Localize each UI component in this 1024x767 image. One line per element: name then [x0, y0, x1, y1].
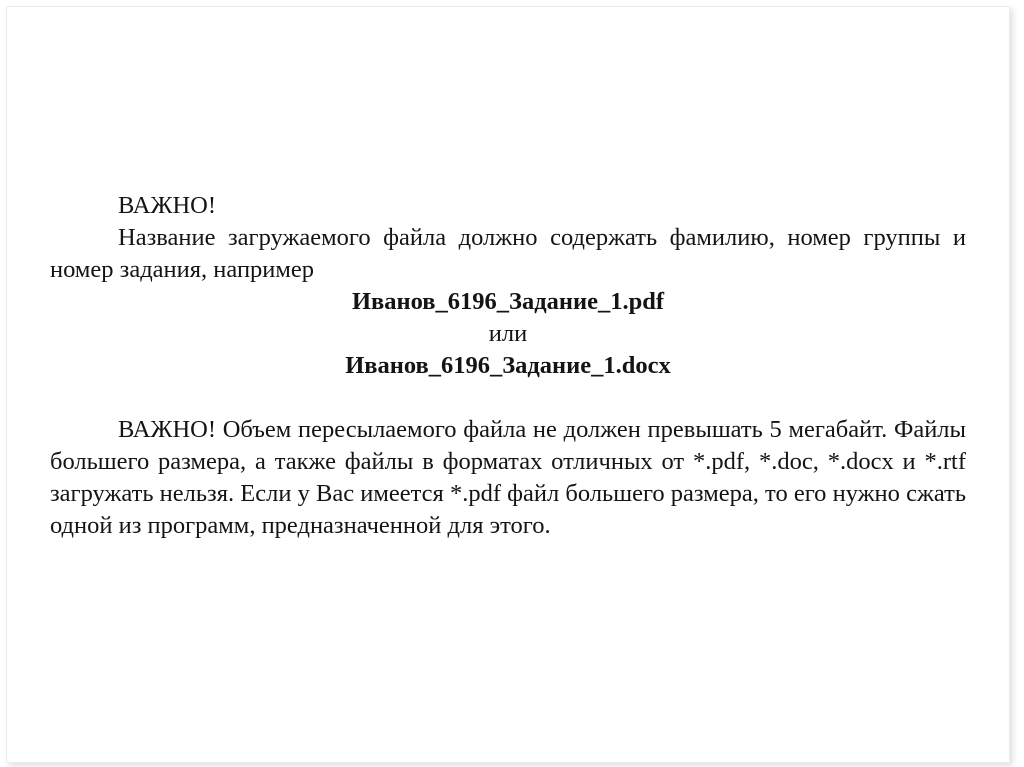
filename-rule-text: Название загружаемого файла должно содержать фамилию, номер группы и номер задания, например: [50, 224, 966, 283]
example-filename-pdf: Иванов_6196_Задание_1.pdf: [352, 288, 664, 315]
document-body: [50, 190, 966, 542]
paragraph-gap: [50, 382, 966, 414]
file-size-rule-text: ВАЖНО! Объем пересылаемого файла не должен превышать 5 мегабайт. Файлы большего размера, а также файлы в форматах отличных от *.pdf, *.doc, *.docx и *.rtf загружать нельзя. Если у Вас имеется *.pdf файл большего размера, то его нужно сжать одной из программ, предназначенной для этого.: [50, 416, 966, 539]
important-heading: ВАЖНО!: [118, 192, 216, 219]
example-filename-docx: Иванов_6196_Задание_1.docx: [345, 352, 671, 379]
or-text: или: [488, 320, 528, 347]
